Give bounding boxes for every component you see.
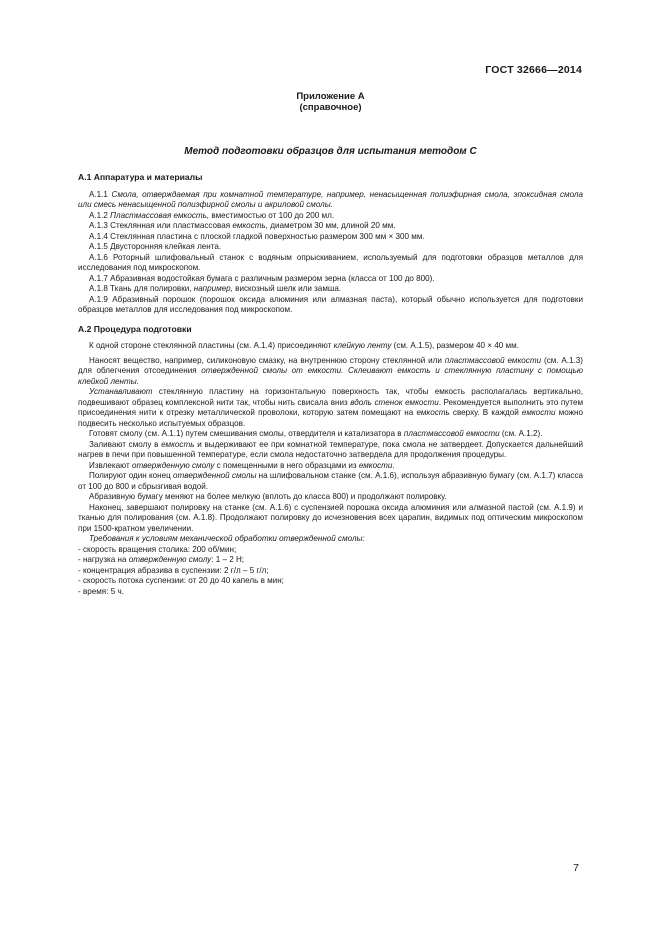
requirement-item: - время: 5 ч. xyxy=(78,586,124,596)
paragraph-7: Полируют один конец отвержденной смолы на шлифовальном станке (см. А.1.6), используя абразивную бумагу (см. А.1.7) класса от 100 до 800 и сбрызгивая водой. xyxy=(78,471,583,491)
requirement-item: - скорость потока суспензии: от 20 до 40 капель в мин; xyxy=(78,576,284,585)
section-heading-a1: А.1 Аппаратура и материалы xyxy=(78,172,203,182)
item-a1-4: А.1.4 Стеклянная пластина с плоской гладкой поверхностью размером 300 мм × 300 мм. xyxy=(89,231,425,241)
paragraph-3: Устанавливают стеклянную пластину на горизонтальную поверхность так, чтобы емкость располагалась вертикально, подвешивают образец комплексной нити так, чтобы нить свисала вниз вдоль стенок емкости. Рекомендуется выполнить это путем присоединения нити к отрезку металлической проволоки, которую затем помещают на емкость сверху. В каждой емкости можно подвесить несколько испытуемых образцов. xyxy=(78,387,584,428)
appendix-subtitle: (справочное) xyxy=(299,102,362,113)
requirement-item: - скорость вращения столика: 200 об/мин; xyxy=(78,544,237,554)
item-a1-3: А.1.3 Стеклянная или пластмассовая емкость, диаметром 30 мм, длиной 20 мм. xyxy=(89,221,396,230)
paragraph-1: К одной стороне стеклянной пластины (см. А.1.4) присоединяют клейкую ленту (см. А.1.5), размером 40 × 40 мм. xyxy=(89,341,519,350)
item-a1-8: А.1.8 Ткань для полировки, например, вискозный шелк или замша. xyxy=(89,284,342,293)
item-a1-6: А.1.6 Роторный шлифовальный станок с водяным опрыскиванием, используемый для подготовки образцов металлов для исследования под микроскопом. xyxy=(78,252,584,272)
item-a1-5: А.1.5 Двусторонняя клейкая лента. xyxy=(89,242,222,251)
page-number: 7 xyxy=(573,862,579,874)
appendix-title: Приложение А xyxy=(296,91,365,102)
requirement-item: - нагрузка на отвержденную смолу: 1 – 2 Н; xyxy=(78,555,245,564)
item-a1-7: А.1.7 Абразивная водостойкая бумага с различным размером зерна (класса от 100 до 800). xyxy=(89,273,435,283)
paragraph-6: Извлекают отвержденную смолу с помещенными в него образцами из емкости. xyxy=(89,460,395,470)
section-heading-a2: А.2 Процедура подготовки xyxy=(78,323,192,334)
document-body xyxy=(78,172,583,597)
requirement-item: - концентрация абразива в суспензии: 2 г/л – 5 г/л; xyxy=(78,565,269,575)
paragraph-5: Заливают смолу в емкость и выдерживают ее при комнатной температуре, пока смола не затвердеет. Допускается дальнейший нагрев в печи при повышенной температуре, если смола недостаточно затвердела для продолжения процедуры. xyxy=(78,439,583,459)
requirements-title: Требования к условиям механической обработки отвержденной смолы: xyxy=(89,534,365,543)
paragraph-4: Готовят смолу (см. А.1.1) путем смешивания смолы, отвердителя и катализатора в пластмассовой емкости (см. А.1.2). xyxy=(89,429,543,438)
paragraph-8: Абразивную бумагу меняют на более мелкую (вплоть до класса 800) и продолжают полировку. xyxy=(89,492,447,501)
item-a1-1: А.1.1 Смола, отверждаемая при комнатной температуре, например, ненасыщенная полиэфирная смола, эпоксидная смола или смесь ненасыщенной полиэфирной смолы и акриловой смолы. xyxy=(78,189,583,209)
paragraph-2: Наносят вещество, например, силиконовую смазку, на внутреннюю сторону стеклянной или пластмассовой емкости (см. А.1.3) для облегчения отсоединения отвержденной смолы от емкости. Склеивают емкость и стеклянную пластину с помощью клейкой ленты. xyxy=(78,355,583,386)
document-code: ГОСТ 32666—2014 xyxy=(485,64,582,76)
item-a1-2: А.1.2 Пластмассовая емкость, вместимостью от 100 до 200 мл. xyxy=(89,210,335,220)
item-a1-9: А.1.9 Абразивный порошок (порошок оксида алюминия или алмазная паста), который обычно используется для подготовки образцов металлов для исследования под микроскопом. xyxy=(78,294,583,314)
paragraph-9: Наконец, завершают полировку на станке (см. А.1.6) с суспензией порошка оксида алюминия или алмазной пастой (см. А.1.9) и тканью для полирования (см. А.1.8). Продолжают полировку до исчезновения всех царапин, видимых под оптическим микроскопом при 1500-кратном увеличении. xyxy=(78,502,583,533)
main-title: Метод подготовки образцов для испытания методом С xyxy=(184,146,477,157)
